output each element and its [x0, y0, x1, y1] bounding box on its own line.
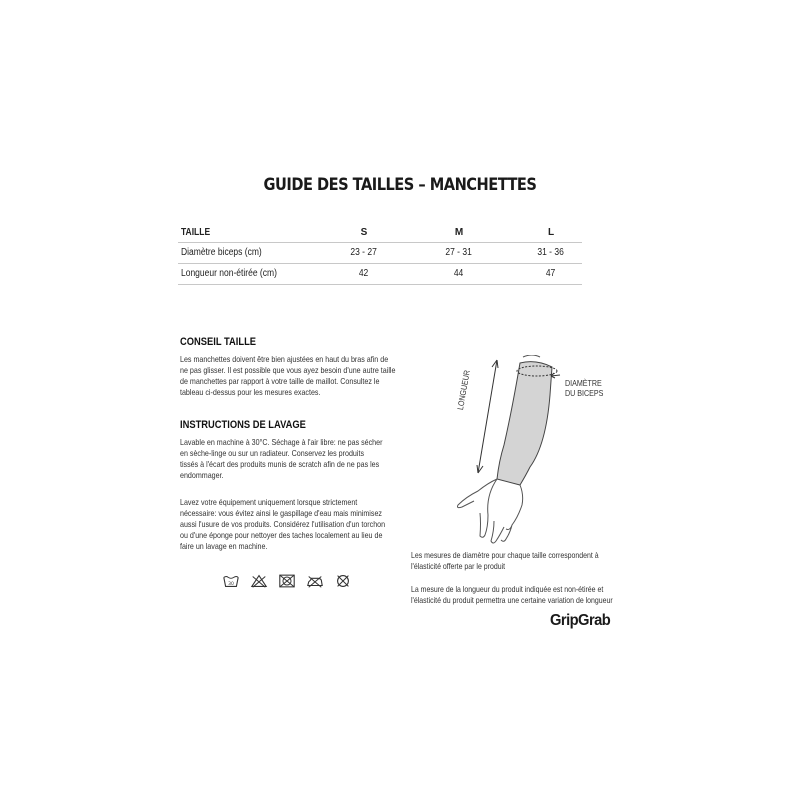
- header-size: TAILLE: [181, 227, 211, 238]
- length-label: LONGUEUR: [455, 369, 472, 411]
- conseil-title: CONSEIL TAILLE: [180, 336, 257, 348]
- cell-m: 44: [454, 268, 464, 279]
- cell-m: 27 - 31: [445, 247, 473, 258]
- header-s: S: [360, 227, 368, 238]
- lavage-text-2: Lavez votre équipement uniquement lorsque strictement nécessaire: vous évitez ainsi le gaspillage d'eau mais minimisez aussi l'usure de vos produits. Considérez l'utilisation d'un torchon ou d'une éponge pour nettoyer des taches localement au lieu de faire un lavage en machine.: [180, 497, 386, 551]
- table-row: [178, 264, 582, 285]
- no-iron-icon: [306, 573, 324, 589]
- note-diameter: Les mesures de diamètre pour chaque taille correspondent à l'élasticité offerte par le produit: [411, 551, 599, 571]
- header-l: L: [547, 227, 555, 238]
- row-label: Longueur non-étirée (cm): [181, 268, 277, 279]
- cell-s: 23 - 27: [350, 247, 378, 258]
- page-title: GUIDE DES TAILLES – MANCHETTES: [263, 175, 537, 195]
- svg-text:30: 30: [228, 582, 234, 588]
- cell-s: 42: [359, 268, 369, 279]
- table-header-row: [178, 224, 582, 243]
- conseil-text: Les manchettes doivent être bien ajustées en haut du bras afin de ne pas glisser. Il est possible que vous ayez besoin d'une autre taille de manchettes par rapport à votre taille de maillot. Consultez le tableau ci-dessus pour les mesures exactes.: [180, 354, 396, 397]
- diameter-label-1: DIAMÈTRE: [565, 378, 602, 388]
- note-length: La mesure de la longueur du produit indiquée est non-étirée et l'élasticité du produit permettra une certaine variation de longueur: [411, 585, 613, 605]
- care-icons: [222, 573, 352, 589]
- brand-logo: GripGrab: [550, 612, 611, 629]
- cell-l: 31 - 36: [537, 247, 565, 258]
- header-m: M: [454, 227, 464, 238]
- lavage-text-1: Lavable en machine à 30°C. Séchage à l'air libre: ne pas sécher en sèche-linge ou sur un radiateur. Conservez les produits tissés à l'écart des produits munis de scratch afin de ne pas les endommager.: [180, 437, 383, 480]
- size-table: [178, 224, 582, 285]
- wash-30-icon: [222, 573, 240, 589]
- diameter-label-2: DU BICEPS: [565, 388, 604, 398]
- lavage-title: INSTRUCTIONS DE LAVAGE: [180, 419, 306, 431]
- no-tumble-dry-icon: [278, 573, 296, 589]
- no-bleach-icon: [250, 573, 268, 589]
- row-label: Diamètre biceps (cm): [181, 247, 262, 258]
- table-row: [178, 243, 582, 264]
- cell-l: 47: [546, 268, 556, 279]
- no-dry-clean-icon: [334, 573, 352, 589]
